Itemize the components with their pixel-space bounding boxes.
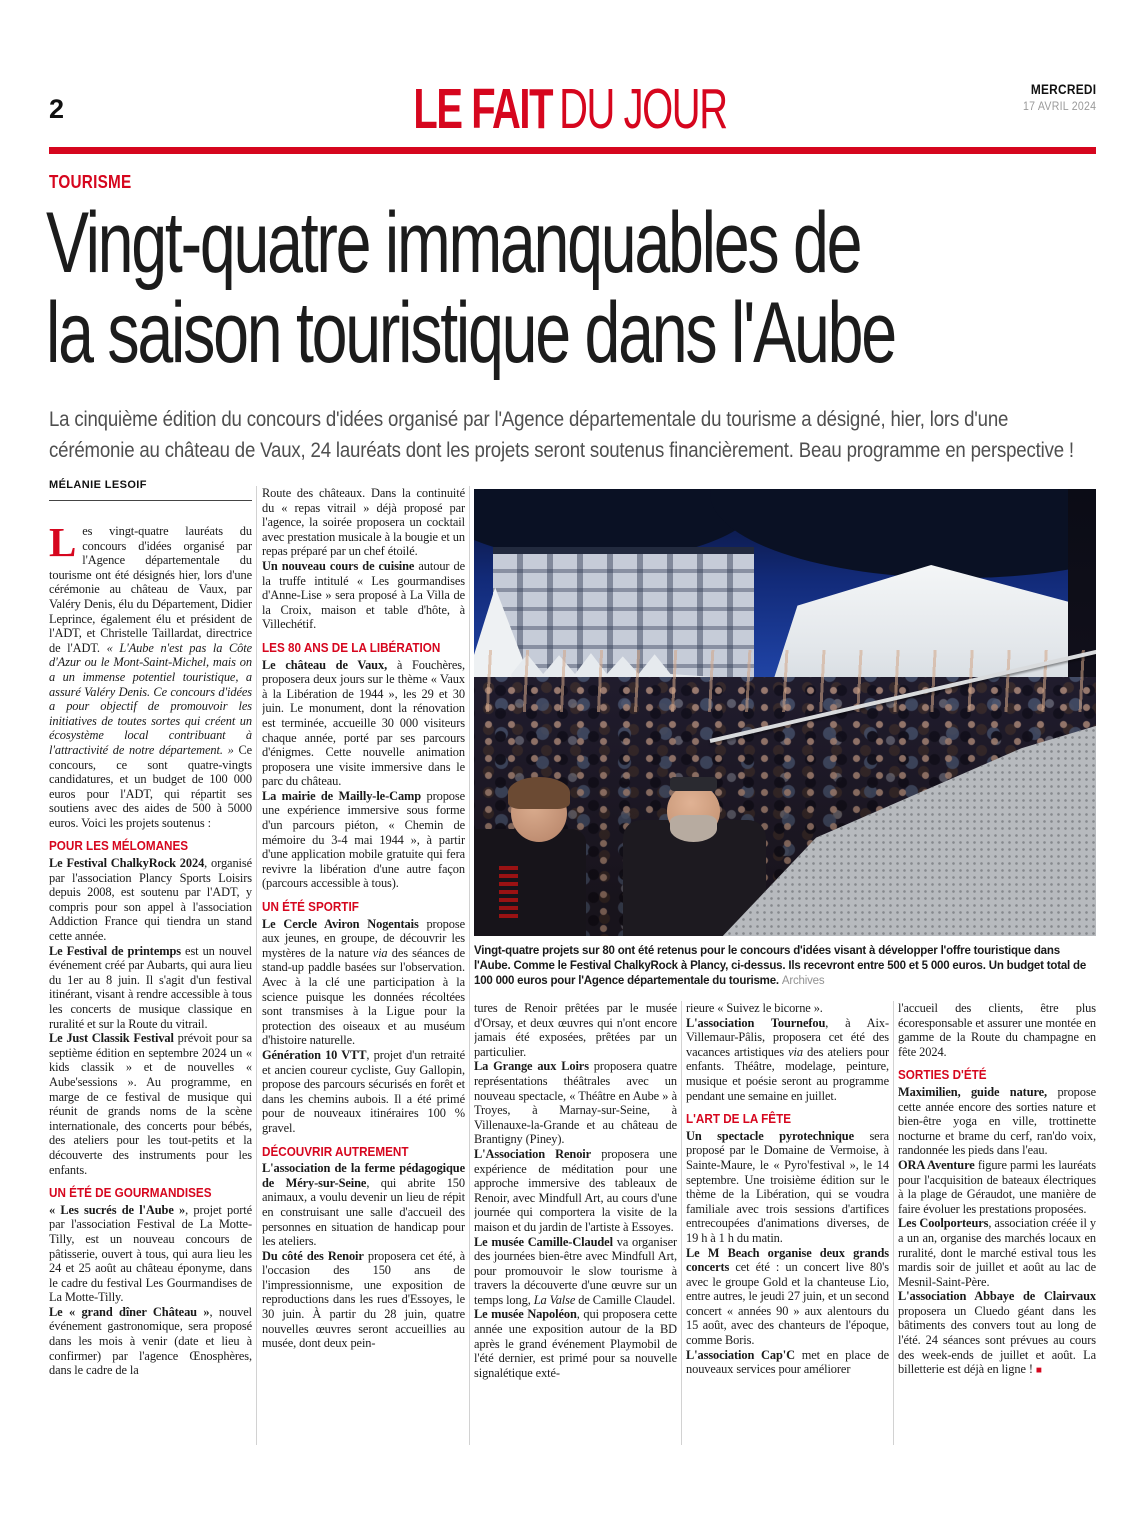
article-paragraph: Le musée Camille-Claudel va organiser des journées bien-être avec Mindfull Art, pour promouvoir le slow tourisme à travers la découverte d'une œuvre sur un temps long, La Valse de Camille Claudel. xyxy=(474,1234,677,1307)
headline-line-2: la saison touristique dans l'Aube xyxy=(46,285,895,381)
masthead-light: DU JOUR xyxy=(559,77,727,141)
article-paragraph: L'association de la ferme pédagogique de Méry-sur-Seine, qui abrite 150 animaux, a voulu devenir un lieu de répit en construisant une salle d'accueil des personnes en situation de handicap pour les ateliers. xyxy=(262,1161,465,1249)
section-subhead: SORTIES D'ÉTÉ xyxy=(898,1067,987,1083)
section-subhead: POUR LES MÉLOMANES xyxy=(49,838,189,854)
article-paragraph: L'association Tournefou, à Aix-Villemaur-Pâlis, proposera cet été des vacances artistiques via des ateliers pour enfants. Théâtre, modelage, peinture, musique et poésie seront au programme pendant une semaine en juillet. xyxy=(686,1015,889,1103)
section-kicker: TOURISME xyxy=(49,172,132,192)
date: 17 AVRIL 2024 xyxy=(1022,99,1096,113)
headline-line-1: Vingt-quatre immanquables de xyxy=(46,195,861,291)
article-paragraph: tures de Renoir prêtées par le musée d'Orsay, et deux œuvres qui n'ont encore jamais été exposées, prêtées par un particulier. xyxy=(474,1001,677,1059)
section-subhead: UN ÉTÉ DE GOURMANDISES xyxy=(49,1185,212,1201)
article-paragraph: La Grange aux Loirs proposera quatre représentations théâtrales avec un nouveau spectacle, « Théâtre en Aube » à Troyes, à Marnay-sur-Seine, à Villenauxe-la-Grande et au château de Brantigny (Piney). xyxy=(474,1059,677,1147)
article-paragraph: Le Cercle Aviron Nogentais propose aux jeunes, en groupe, de découvrir les mystères de la nature via des séances de stand-up paddle basées sur l'observation. Avec à la clé une participation à la science puisque les données récoltées sont transmises à la Ligue pour la protection des oiseaux et au muséum d'histoire naturelle. xyxy=(262,916,465,1048)
crowd-figure xyxy=(508,777,570,808)
end-mark: ■ xyxy=(1035,1365,1042,1377)
standfirst: La cinquième édition du concours d'idées organisé par l'Agence départementale du tourisme a désigné, hier, lors d'une cérémonie au château de Vaux, 24 lauréats dont les projets seront soutenus financièrement. Beau programme en perspective ! xyxy=(49,407,1074,462)
article-paragraph: Le « grand dîner Château », nouvel événement gastronomique, sera proposé dans les mois à venir (date et lieu à confirmer) par l'agence Œnosphères, dans le cadre de la xyxy=(49,1304,252,1378)
header-rule xyxy=(49,147,1096,154)
article-column-2 xyxy=(262,486,465,1445)
article-paragraph: Maximilien, guide nature, propose cette année encore des sorties nature et bien-être yoga en ville, trottinette nocturne et brame du cerf, ran'do voix, randonnée les pieds dans l'eau. xyxy=(898,1084,1096,1158)
article-paragraph: Le Festival ChalkyRock 2024, organisé par l'association Plancy Sports Loisirs depuis 2008, est soutenu par l'ADT, y compris pour son appel à l'association Addiction France qui tiendra un stand cette année. xyxy=(49,856,252,944)
article-paragraph: L'association Cap'C met en place de nouveaux services pour améliorer xyxy=(686,1347,889,1377)
article-paragraph: Les vingt-quatre lauréats du concours d'idées organisé par l'Agence départementale du tourisme ont été désignés hier, lors d'une cérémonie au château de Vaux, par Valéry Denis, élu du Département, Didier Leprince, également élu et président de l'ADT, et Christelle Taillardat, directrice de l'ADT. « L'Aube n'est pas la Côte d'Azur ou le Mont-Saint-Michel, mais on a un immense potentiel touristique, a assuré Valéry Denis. Ce concours d'idées a pour objectif de promouvoir les initiatives de toutes sortes qui créent un écosystème local contribuant à l'attractivité de notre département. » Ce concours, ce sont quatre-vingts candidatures, et un budget de 100 000 euros pour l'ADT, qui répartit ses soutiens avec des aides de 500 à 5000 euros. Voici les projets soutenus : xyxy=(49,524,252,830)
section-subhead: DÉCOUVRIR AUTREMENT xyxy=(262,1143,409,1159)
masthead-bold: LE FAIT xyxy=(413,77,553,141)
dateline xyxy=(1023,82,1096,113)
section-subhead: LES 80 ANS DE LA LIBÉRATION xyxy=(262,639,441,655)
concert-crowd-photo xyxy=(474,489,1096,936)
article-paragraph: L'Association Renoir proposera une expérience de méditation pour une approche immersive des tableaux de Renoir, avec Mindfull Art, au cours d'une journée qui comportera la visite de la maison et du jardin de l'artiste à Essoyes. xyxy=(474,1146,677,1234)
column-rule xyxy=(469,486,470,1445)
sunglasses-on-head xyxy=(670,777,717,790)
crowd-figure xyxy=(670,815,717,842)
page-number: 2 xyxy=(49,94,65,124)
article-paragraph: Le M Beach organise deux grands concerts cet été : un concert live 80's avec le groupe Gold et la chanteuse Lio, entre autres, le jeudi 27 juin, et un second concert « années 90 » aux alentours du 15 août, avec des chanteurs de l'époque, comme Boris. xyxy=(686,1245,889,1348)
photo-caption xyxy=(474,944,1096,989)
article-column-1 xyxy=(49,524,252,1445)
column-rule xyxy=(893,1001,894,1445)
column-rule xyxy=(681,1001,682,1445)
article-paragraph: L'association Abbaye de Clairvaux proposera un Cluedo géant dans les bâtiments des convers tout au long de l'été. 24 séances sont prévues au cours des week-ends de juillet et août. La billetterie est déjà en ligne ! ■ xyxy=(898,1289,1096,1377)
caption-text: Vingt-quatre projets sur 80 ont été retenus pour le concours d'idées visant à développer l'offre touristique dans l'Aube. Comme le Festival ChalkyRock à Plancy, ci-dessus. Ils recevront entre 500 et 5 000 euros. Un budget total de 100 000 euros pour l'Agence départementale du tourisme. xyxy=(474,945,1087,987)
crowd-figure xyxy=(499,864,518,918)
article-paragraph: Le Just Classik Festival prévoit pour sa septième édition en septembre 2024 un « kids classik » et de nouvelles « Aube'sessions ». Au programme, en marge de ce festival de musique qui réunit de grands noms de la scène internationale, des concerts pour bébés, des ateliers pour les tout-petits et la découverte des instruments pour les enfants. xyxy=(49,1031,252,1177)
article-paragraph: rieure « Suivez le bicorne ». xyxy=(686,1001,823,1015)
article-paragraph: « Les sucrés de l'Aube », projet porté par l'association Festival de La Motte-Tilly, est un nouveau concours de pâtisserie, ouvert à tous, qui aura lieu les 24 et 25 août au château éponyme, dans le cadre du festival Les Gourmandises de La Motte-Tilly. xyxy=(49,1202,252,1305)
article-paragraph: Du côté des Renoir proposera cet été, à l'occasion des 150 ans de l'impressionnisme, une exposition de reproductions dans les rues d'Essoyes, le 30 juin. À partir du 28 juin, quatre nouvelles œuvres seront accueillies au musée, dont deux pein- xyxy=(262,1248,465,1351)
byline: MÉLANIE LESOIF xyxy=(49,479,252,501)
article-column-4 xyxy=(686,1001,889,1445)
drop-cap: L xyxy=(49,524,77,565)
article-paragraph: Le château de Vaux, à Fouchères, proposera deux jours sur le thème « Vaux à la Libération de 1944 », les 29 et 30 juin. Le monument, dont la rénovation est terminée, accueille 30 000 visiteurs chaque année, porté par ses parcours d'énigmes. Cette nouvelle animation proposera une visite immersive dans le parc du château. xyxy=(262,657,465,789)
article-column-5 xyxy=(898,1001,1096,1445)
article-paragraph: Le Festival de printemps est un nouvel événement créé par Aubarts, qui aura lieu du 1er au 8 juin. Il s'agit d'un festival itinérant, visant à rendre accessible à tous les concerts de musique classique en ruralité et sur la Route du vitrail. xyxy=(49,943,252,1031)
article-paragraph: Génération 10 VTT, projet d'un retraité et ancien coureur cycliste, Guy Gallopin, propose des parcours sécurisés en forêt et dans les chemins aubois. Il a été primé pour de nouveaux itinéraires 100 % gravel. xyxy=(262,1047,465,1135)
section-subhead: UN ÉTÉ SPORTIF xyxy=(262,899,359,915)
article-paragraph: l'accueil des clients, être plus écoresponsable et assurer une montée en gamme de la Route du champagne en fête 2024. xyxy=(898,1001,1096,1059)
article-paragraph: Route des châteaux. Dans la continuité du « repas vitrail » déjà proposé par l'agence, la soirée proposera un cocktail avec prestation musicale à la bougie et un repas préparé par un chef étoilé. xyxy=(262,486,465,559)
section-subhead: L'ART DE LA FÊTE xyxy=(686,1111,792,1127)
article-headline xyxy=(46,195,895,381)
treeline xyxy=(710,489,1096,578)
article-paragraph: Les Coolporteurs, association créée il y a un an, organise des marchés locaux en ruralité, dont le marché estival tous les mardis soir de juillet et août au lac de Mesnil-Saint-Père. xyxy=(898,1216,1096,1289)
article-column-3 xyxy=(474,1001,677,1445)
article-paragraph: Le musée Napoléon, qui proposera cette année une exposition autour de la BD après le grand événement Playmobil de l'été dernier, est primé pour sa nouvelle signalétique exté- xyxy=(474,1307,677,1380)
raised-arms xyxy=(474,650,1096,713)
article-paragraph: Un nouveau cours de cuisine autour de la truffe intitulé « Les gourmandises d'Anne-Lise » sera proposé à La Villa de la Croix, maison et table d'hôte, à Villechétif. xyxy=(262,558,465,632)
weekday: MERCREDI xyxy=(1030,82,1096,97)
photo-credit: Archives xyxy=(781,975,825,987)
article-paragraph: ORA Aventure figure parmi les lauréats pour l'acquisition de bateaux électriques à la plage de Géraudot, une manière de faire évoluer les prestations proposées. xyxy=(898,1157,1096,1216)
column-rule xyxy=(256,486,257,1445)
article-paragraph: Un spectacle pyrotechnique sera proposé par le Domaine de Vermoise, à Sainte-Maure, le « Pyro'festival », le 14 septembre. Une troisième édition sur le thème de la Libération, qui se voudra familiale avec trois sessions d'artifices entrecoupées d'animations diverses, de 19 h à 1 h du matin. xyxy=(686,1128,889,1245)
section-masthead xyxy=(171,76,969,142)
article-paragraph: La mairie de Mailly-le-Camp propose une expérience immersive sous forme d'un parcours piéton, « Chemin de mémoire du 3-4 mai 1944 », à partir d'une application mobile gratuite qui fera revivre la libération d'une autre façon (parcours accessible à tous). xyxy=(262,788,465,891)
crowd-figure xyxy=(474,829,586,936)
